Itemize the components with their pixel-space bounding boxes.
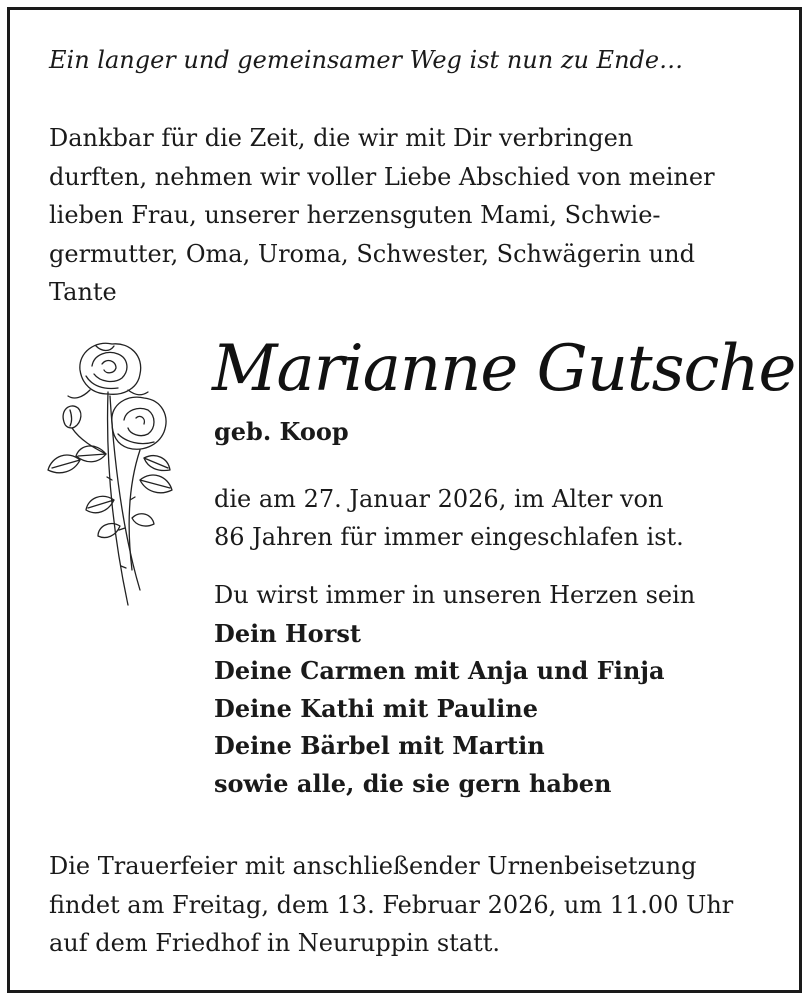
intro-line: Ein langer und gemeinsamer Weg ist nun zu Ende… <box>49 46 684 74</box>
funeral-line-1: Die Trauerfeier mit anschließender Urnenbeisetzung <box>49 852 697 880</box>
signature-line-3: Deine Kathi mit Pauline <box>214 693 538 723</box>
farewell-line: Du wirst immer in unseren Herzen sein <box>214 581 696 609</box>
gratitude-line-2: durften, nehmen wir voller Liebe Abschied von meiner <box>49 162 715 191</box>
deceased-name: Marianne Gutsche <box>212 332 796 406</box>
signature-line-4: Deine Bärbel mit Martin <box>214 731 545 760</box>
signature-line-1: Dein Horst <box>214 618 361 648</box>
signature-line-5: sowie alle, die sie gern haben <box>214 768 612 798</box>
gratitude-line-1: Dankbar für die Zeit, die wir mit Dir verbringen <box>49 124 634 152</box>
death-line-1: die am 27. Januar 2026, im Alter von <box>214 485 664 513</box>
funeral-line-3: auf dem Friedhof in Neuruppin statt. <box>49 929 501 957</box>
death-line-2: 86 Jahren für immer eingeschlafen ist. <box>214 523 684 551</box>
signature-block <box>214 577 774 802</box>
death-paragraph <box>214 480 774 556</box>
rose-illustration-icon <box>40 330 180 615</box>
birth-name: geb. Koop <box>214 417 349 446</box>
gratitude-line-3: lieben Frau, unserer herzensguten Mami, Schwie- <box>49 201 661 229</box>
signature-line-2: Deine Carmen mit Anja und Finja <box>214 656 665 685</box>
gratitude-line-4: germutter, Oma, Uroma, Schwester, Schwägerin und <box>49 239 695 268</box>
funeral-line-2: findet am Freitag, dem 13. Februar 2026, um 11.00 Uhr <box>49 890 734 919</box>
funeral-paragraph <box>49 847 769 963</box>
gratitude-line-5: Tante <box>49 278 117 306</box>
gratitude-paragraph <box>49 119 769 312</box>
